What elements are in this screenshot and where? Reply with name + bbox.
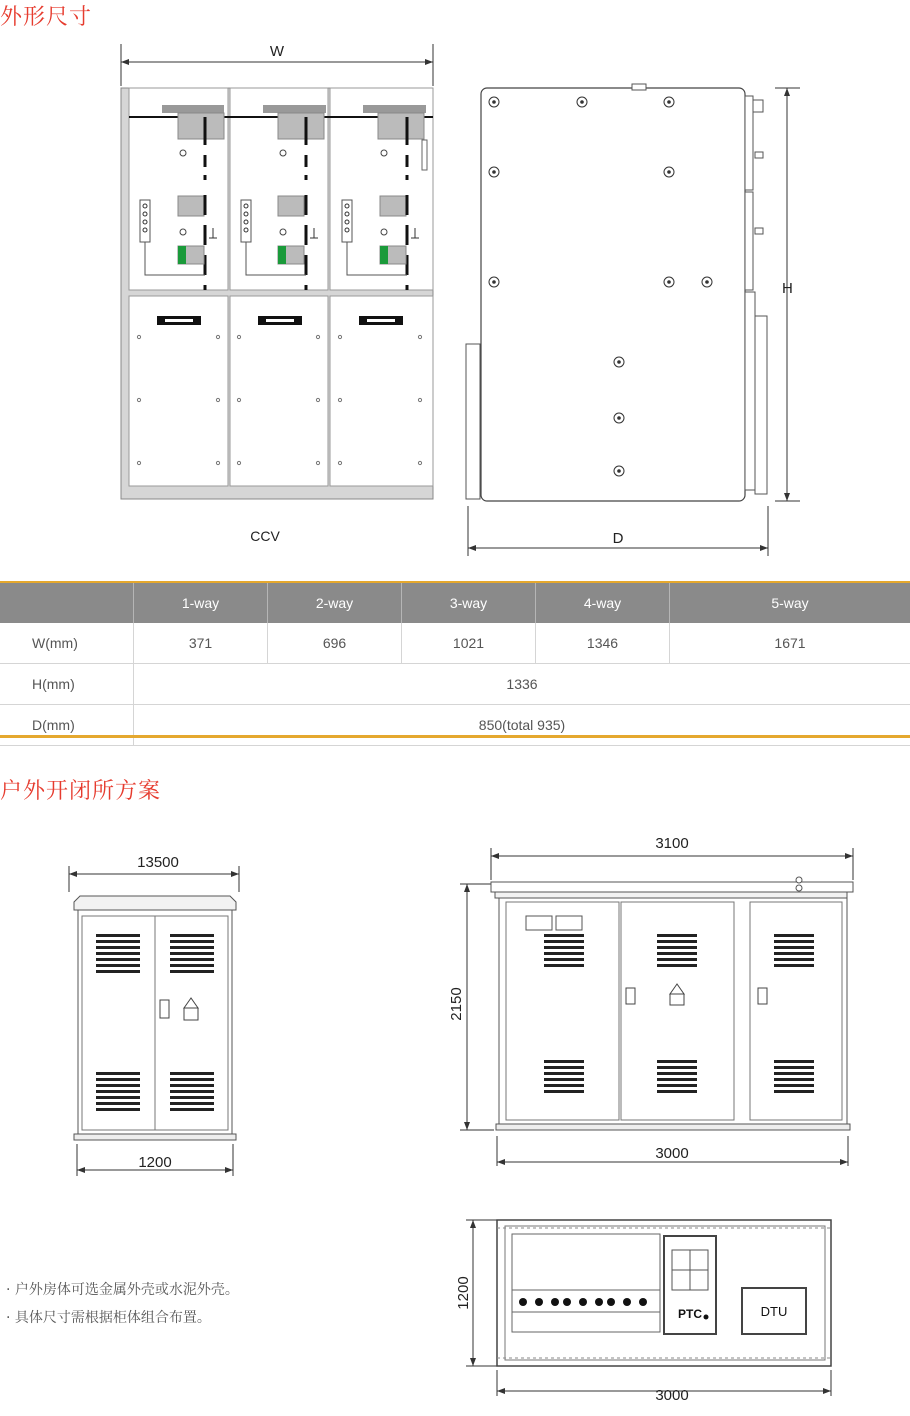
table-header-row xyxy=(0,583,910,623)
table-cell: 1346 xyxy=(536,623,670,664)
lower-doors xyxy=(129,296,433,486)
table-cell: 1021 xyxy=(402,623,536,664)
note-item: · 具体尺寸需根据柜体组合布置。 xyxy=(6,1310,211,1326)
table-cell: 1671 xyxy=(670,623,910,664)
front-caption: CCV xyxy=(250,528,280,544)
ptc-label: PTC xyxy=(678,1307,702,1321)
row-label-w: W(mm) xyxy=(0,623,134,664)
table-cell-merged: 1336 xyxy=(134,664,910,705)
table-header-4way: 4-way xyxy=(536,583,670,623)
table-header-1way: 1-way xyxy=(134,583,268,623)
section-title-outdoor: 户外开闭所方案 xyxy=(0,779,162,804)
table-header-3way: 3-way xyxy=(402,583,536,623)
spec-table xyxy=(0,583,910,746)
table-row xyxy=(0,705,910,746)
note-item: · 户外房体可选金属外壳或水泥外壳。 xyxy=(6,1282,239,1298)
plan-depth: 1200 xyxy=(455,1276,472,1310)
section-title-dimensions: 外形尺寸 xyxy=(0,5,93,30)
plan-width: 3000 xyxy=(655,1387,689,1404)
row-label-h: H(mm) xyxy=(0,664,134,705)
table-cell-merged: 850(total 935) xyxy=(134,705,910,746)
table-header-blank xyxy=(0,583,134,623)
large-top-width: 3100 xyxy=(655,835,689,852)
small-bottom-width: 1200 xyxy=(138,1154,172,1171)
table-bottom-accent-line xyxy=(0,735,910,738)
small-top-width: 13500 xyxy=(137,854,179,871)
side-view xyxy=(466,84,800,556)
outdoor-large-kiosk-diagram xyxy=(440,826,880,1166)
height-label: H xyxy=(782,280,793,297)
front-view-diagram xyxy=(0,0,910,580)
table-cell: 371 xyxy=(134,623,268,664)
large-height: 2150 xyxy=(448,987,465,1021)
table-header-2way: 2-way xyxy=(268,583,402,623)
row-label-d: D(mm) xyxy=(0,705,134,746)
table-row xyxy=(0,623,910,664)
table-row xyxy=(0,664,910,705)
large-bottom-width: 3000 xyxy=(655,1145,689,1162)
notes-list xyxy=(6,1276,239,1332)
table-header-5way: 5-way xyxy=(670,583,910,623)
depth-label: D xyxy=(612,530,624,547)
width-label: W xyxy=(269,43,285,60)
dtu-label: DTU xyxy=(760,1304,788,1319)
plan-view-diagram xyxy=(440,1206,880,1416)
outdoor-small-kiosk-diagram xyxy=(60,840,320,1170)
table-cell: 696 xyxy=(268,623,402,664)
